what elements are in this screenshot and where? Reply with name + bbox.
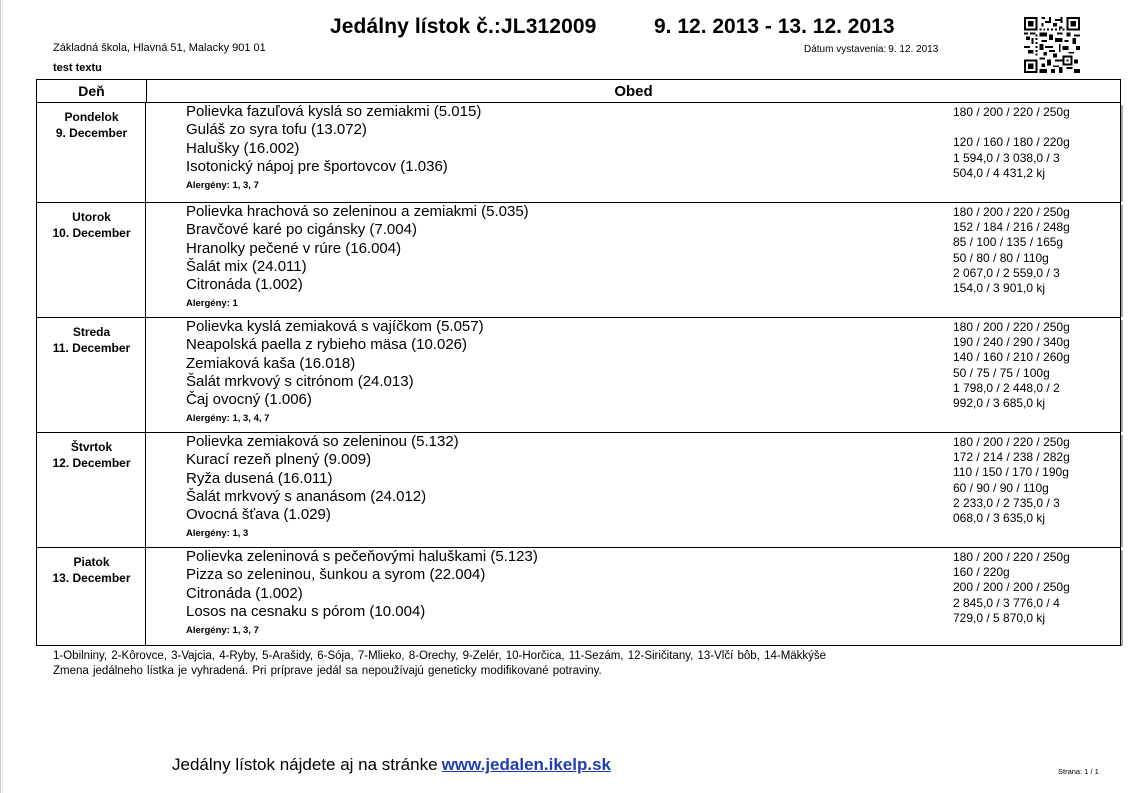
portion-amounts: [953, 550, 1118, 626]
day-date: 12. December: [52, 456, 131, 470]
portion-amount: 160 / 220g: [953, 565, 1010, 580]
day-cell: [37, 439, 146, 471]
portion-amount: 50 / 80 / 80 / 110g: [953, 250, 1049, 265]
day-cell: [37, 554, 146, 586]
school-address: Základná škola, Hlavná 51, Malacky 901 01: [53, 42, 266, 54]
portion-amount: 172 / 214 / 238 / 282g: [953, 450, 1070, 465]
portion-amount: 068,0 / 3 635,0 kj: [953, 511, 1046, 526]
day-date: 10. December: [52, 226, 131, 240]
menu-date-range: 9. 12. 2013 - 13. 12. 2013: [654, 15, 895, 38]
day-row: [37, 318, 1120, 433]
allergens-label: Alergény: 1, 3, 4, 7: [186, 413, 270, 425]
row-shadow: [1121, 320, 1123, 432]
qr-code-icon: [1024, 17, 1080, 73]
portion-amount: 180 / 200 / 220 / 250g: [953, 435, 1070, 449]
dish-item: Polievka hrachová so zeleninou a zemiakmi (5.035): [186, 203, 529, 220]
dish-item: Šalát mix (24.011): [186, 257, 307, 275]
day-cell: [37, 109, 146, 141]
allergens-label: Alergény: 1: [186, 298, 238, 310]
day-row: [37, 203, 1120, 318]
portion-amount: 1 594,0 / 3 038,0 / 3: [953, 150, 1060, 165]
dish-item: Halušky (16.002): [186, 139, 300, 157]
legend: [53, 649, 826, 679]
column-header-day: Deň: [78, 83, 105, 99]
page-number: Strana: 1 / 1: [1058, 767, 1099, 776]
portion-amount: 190 / 240 / 290 / 340g: [953, 335, 1070, 350]
day-cell: [37, 209, 146, 241]
dish-item: Zemiaková kaša (16.018): [186, 354, 356, 372]
footer: [172, 755, 611, 775]
portion-amount: 504,0 / 4 431,2 kj: [953, 165, 1046, 180]
portion-amount: 2 067,0 / 2 559,0 / 3: [953, 265, 1060, 280]
column-header-lunch: Obed: [146, 80, 1120, 102]
dish-item: Losos na cesnaku s pórom (10.004): [186, 602, 426, 620]
day-name: Utorok: [72, 210, 111, 224]
allergens-label: Alergény: 1, 3, 7: [186, 625, 259, 637]
portion-amount: 154,0 / 3 901,0 kj: [953, 281, 1046, 296]
dish-item: Citronáda (1.002): [186, 276, 303, 294]
menu-title: Jedálny lístok č.:JL312009: [330, 15, 597, 38]
table-header: [37, 80, 1120, 103]
portion-amounts: [953, 320, 1118, 411]
menu-note: test textu: [53, 62, 102, 74]
portion-amounts: [953, 435, 1118, 526]
portion-amount: 152 / 184 / 216 / 248g: [953, 220, 1070, 235]
portion-amounts: [953, 205, 1118, 296]
dish-item: Guláš zo syra tofu (13.072): [186, 121, 367, 139]
dish-item: Kurací rezeň plnený (9.009): [186, 451, 372, 469]
day-name: Štvrtok: [70, 440, 113, 454]
dish-item: Šalát mrkvový s ananásom (24.012): [186, 487, 427, 505]
portion-amount: 180 / 200 / 220 / 250g: [953, 320, 1070, 334]
allergens-label: Alergény: 1, 3: [186, 528, 249, 540]
page-edge: [0, 0, 1, 793]
day-row: [37, 103, 1120, 203]
day-cell: [37, 324, 146, 356]
dish-item: Bravčové karé po cigánsky (7.004): [186, 221, 417, 239]
dish-list: [186, 433, 946, 539]
dish-item: Čaj ovocný (1.006): [186, 391, 312, 409]
portion-amount: 180 / 200 / 220 / 250g: [953, 205, 1070, 219]
day-name: Pondelok: [64, 110, 119, 124]
day-date: 11. December: [52, 341, 131, 355]
portion-amount: 180 / 200 / 220 / 250g: [953, 550, 1070, 564]
portion-amount: 2 845,0 / 3 776,0 / 4: [953, 595, 1060, 610]
portion-amount: 140 / 160 / 210 / 260g: [953, 350, 1070, 365]
portion-amount: 729,0 / 5 870,0 kj: [953, 610, 1046, 625]
footer-text: Jedálny lístok nájdete aj na stránke: [172, 755, 438, 774]
dish-item: Isotonický nápoj pre športovcov (1.036): [186, 157, 448, 175]
dish-item: Polievka zeleninová s pečeňovými haluškami (5.123): [186, 548, 538, 565]
day-name: Streda: [72, 325, 111, 339]
row-shadow: [1121, 435, 1123, 547]
page-edge-inner: [2, 0, 3, 793]
day-date: 9. December: [55, 126, 128, 140]
portion-amount: 85 / 100 / 135 / 165g: [953, 235, 1064, 250]
dish-list: [186, 103, 946, 191]
issue-date-label: Dátum vystavenia:: [804, 44, 887, 55]
website-link[interactable]: www.jedalen.ikelp.sk: [441, 755, 611, 774]
allergens-label: Alergény: 1, 3, 7: [186, 180, 259, 192]
day-row: [37, 433, 1120, 548]
dish-item: Šalát mrkvový s citrónom (24.013): [186, 372, 414, 390]
allergen-legend: 1-Obilniny, 2-Kôrovce, 3-Vajcia, 4-Ryby, 5-Arašidy, 6-Sója, 7-Mlieko, 8-Orechy, 9-Zelér, 10-Horčica, 11-Sezám, 12-Siričitany, 13-Vlčí bôb, 14-Mäkkýše: [53, 650, 827, 662]
dish-item: Hranolky pečené v rúre (16.004): [186, 239, 402, 257]
row-shadow: [1121, 550, 1123, 646]
portion-amount: 200 / 200 / 200 / 250g: [953, 580, 1070, 595]
portion-amount: 60 / 90 / 90 / 110g: [953, 480, 1049, 495]
dish-item: Citronáda (1.002): [186, 584, 303, 602]
dish-item: Ovocná šťava (1.029): [186, 506, 331, 524]
portion-amounts: [953, 105, 1118, 181]
dish-item: Pizza so zeleninou, šunkou a syrom (22.004): [186, 566, 486, 584]
portion-amount: 1 798,0 / 2 448,0 / 2: [953, 380, 1060, 395]
dish-item: Neapolská paella z rybieho mäsa (10.026): [186, 336, 467, 354]
issue-date-value: 9. 12. 2013: [888, 44, 939, 55]
portion-amount: 2 233,0 / 2 735,0 / 3: [953, 495, 1060, 510]
portion-amount: 110 / 150 / 170 / 190g: [953, 465, 1069, 480]
dish-list: [186, 203, 946, 309]
dish-item: Polievka fazuľová kyslá so zemiakmi (5.015): [186, 103, 482, 120]
day-name: Piatok: [73, 555, 110, 569]
portion-amount: 50 / 75 / 75 / 100g: [953, 365, 1050, 380]
portion-amount: 180 / 200 / 220 / 250g: [953, 105, 1070, 119]
dish-list: [186, 318, 946, 424]
gmo-disclaimer: Zmena jedálneho lístka je vyhradená. Pri príprave jedál sa nepoužívajú geneticky modifikované potraviny.: [53, 665, 602, 677]
dish-item: Ryža dusená (16.011): [186, 469, 333, 487]
dish-list: [186, 548, 946, 636]
menu-table: [36, 79, 1121, 646]
dish-item: Polievka zemiaková so zeleninou (5.132): [186, 433, 459, 450]
portion-amount: 120 / 160 / 180 / 220g: [953, 135, 1070, 150]
dish-item: Polievka kyslá zemiaková s vajíčkom (5.057): [186, 318, 484, 335]
day-date: 13. December: [52, 571, 131, 585]
row-shadow: [1121, 205, 1123, 317]
portion-amount: 992,0 / 3 685,0 kj: [953, 396, 1046, 411]
day-row: [37, 548, 1120, 646]
issue-date: [802, 44, 938, 55]
row-shadow: [1121, 105, 1123, 202]
